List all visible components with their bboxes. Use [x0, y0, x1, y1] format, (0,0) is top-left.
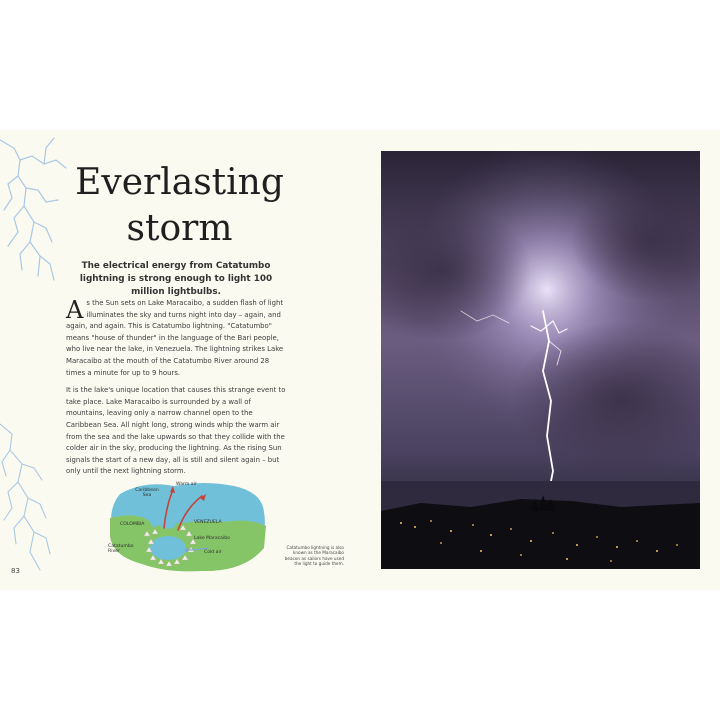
paragraph-1: [66, 298, 288, 379]
paragraph-2: It is the lake's unique location that causes this strange event to take place. Lake Maracaibo is surrounded by a wall of mountains, leaving only a narrow channel open to the Caribbean Sea. All night long, strong winds whip the warm air from the sea and the lake upwards so that they collide with the colder air in the sky, producing the lightning. As the rising Sun signals the start of a new day, all is still and silent again – but only until the next lightning storm.: [66, 386, 286, 476]
map-label-catatumbo-river: Catatumbo River: [108, 544, 134, 554]
map-label-cold-air: Cold air: [204, 550, 222, 555]
map-label-venezuela: VENEZUELA: [194, 520, 222, 525]
page-title: [72, 160, 287, 252]
photo-caption: Catatumbo lightning is also known as the Maracaibo beacon as sailors have used the light to guide them.: [284, 545, 344, 567]
paragraph-1-text: s the Sun sets on Lake Maracaibo, a sudden flash of light illuminates the sky and turns night into day – again, and again, and again. This is Catatumbo lightning. "Catatumbo" means "house of thunder" in the language of the Bari people, who live near the lake, in Venezuela. The lightning strikes Lake Maracaibo at the mouth of the Catatumbo River around 28 times a minute for up to 9 hours.: [66, 299, 284, 377]
map-label-lake-maracaibo: Lake Maracaibo: [194, 536, 230, 541]
map-label-caribbean-sea: Caribbean Sea: [135, 488, 159, 498]
title-line-2: storm: [126, 208, 233, 249]
intro-text: The electrical energy from Catatumbo lightning is strong enough to light 100 million lightbulbs.: [79, 261, 273, 297]
storm-photo-illustration: [381, 151, 700, 569]
body-text: [66, 298, 288, 484]
drop-cap: A: [66, 296, 84, 324]
lightning-vein-decoration-bottom: [0, 410, 60, 585]
map-label-warm-air: Warm air: [176, 482, 197, 487]
page-number: 83: [11, 567, 20, 575]
lightning-storm-photo: [381, 151, 700, 569]
map-label-colombia: COLOMBIA: [120, 522, 145, 527]
lake-maracaibo-map: [104, 478, 270, 573]
title-line-1: Everlasting: [75, 162, 284, 203]
